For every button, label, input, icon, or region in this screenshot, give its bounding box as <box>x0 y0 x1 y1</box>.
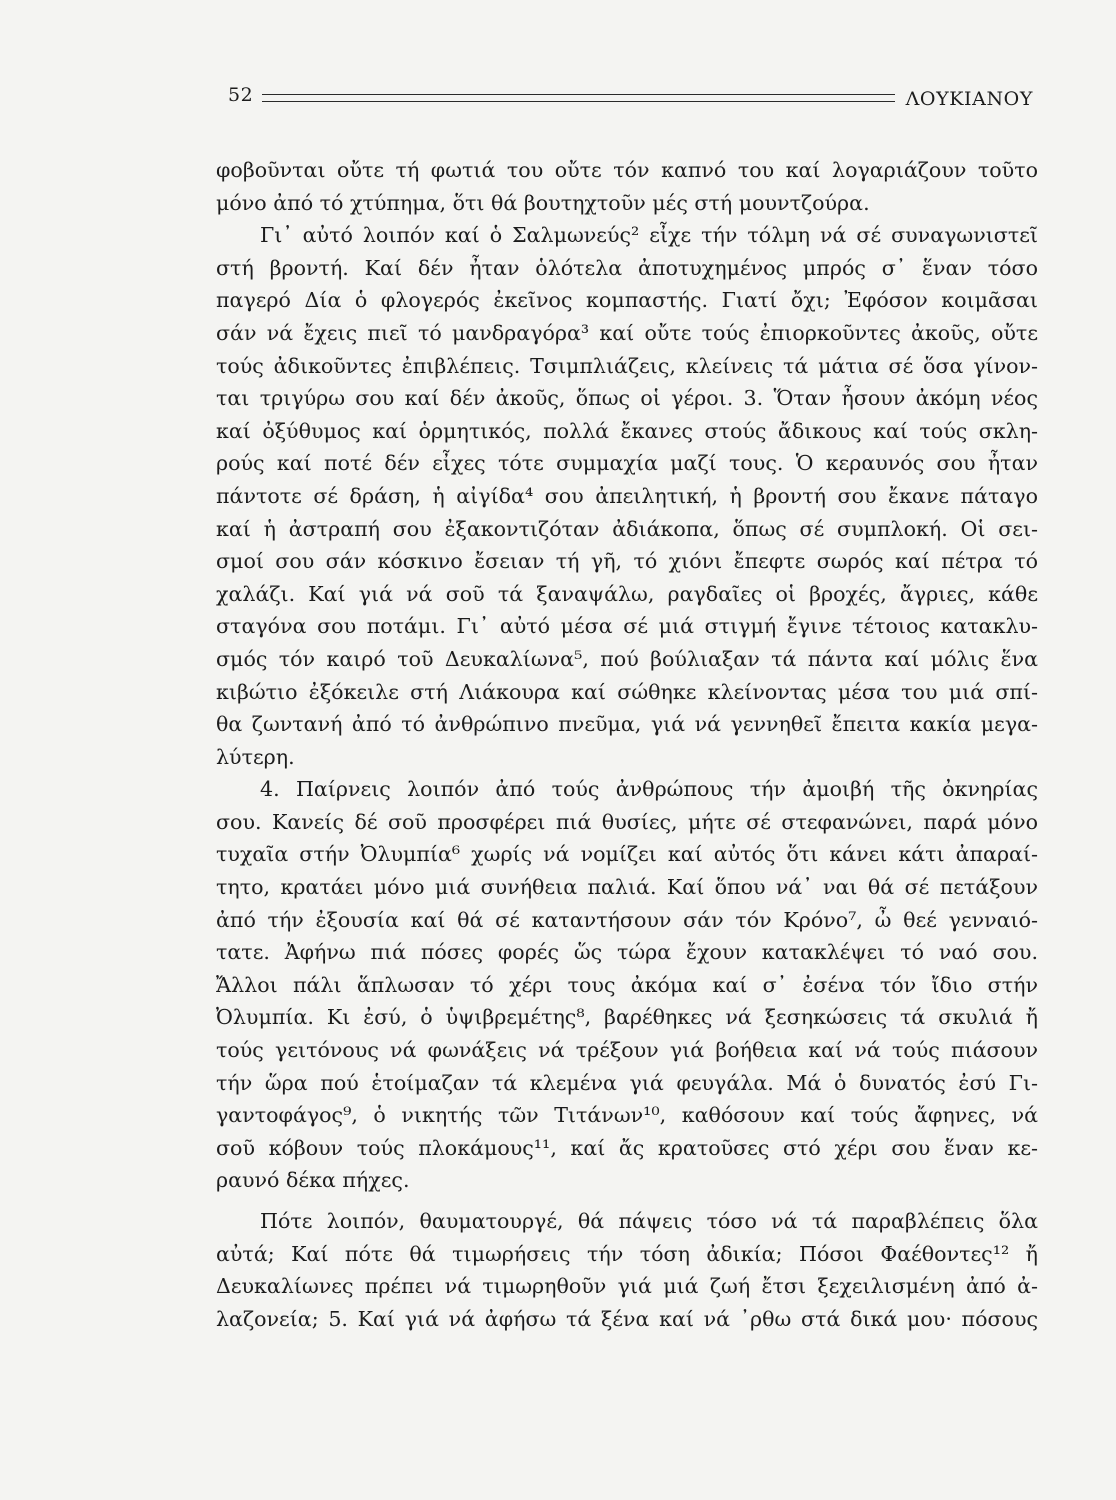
header-double-rule <box>262 94 895 102</box>
text-line: στή βροντή. Καί δέν ἦταν ὁλότελα ἀποτυχημένος μπρός σ᾽ ἕναν τόσο <box>216 255 1038 280</box>
running-head: ΛΟΥΚΙΑΝΟΥ <box>905 88 1033 110</box>
text-line: τατε. Ἀφήνω πιά πόσες φορές ὥς τώρα ἔχουν κατακλέψει τό ναό σου. <box>216 940 1038 965</box>
text-line: θα ζωντανή ἀπό τό ἀνθρώπινο πνεῦμα, γιά νά γεννηθεῖ ἔπειτα κακία μεγα- <box>216 712 1038 737</box>
text-line: τούς ἀδικοῦντες ἐπιβλέπεις. Τσιμπλιάζεις, κλείνεις τά μάτια σέ ὅσα γίνον- <box>216 353 1038 378</box>
text-line: λαζονεία; 5. Καί γιά νά ἀφήσω τά ξένα καί νά ᾽ρθω στά δικά μου· πόσους <box>216 1306 1038 1331</box>
text-line: Πότε λοιπόν, θαυματουργέ, θά πάψεις τόσο νά τά παραβλέπεις ὅλα <box>260 1209 1038 1233</box>
text-line: σου. Κανείς δέ σοῦ προσφέρει πιά θυσίες, μήτε σέ στεφανώνει, παρά μόνο <box>216 809 1038 834</box>
text-line: τούς γειτόνους νά φωνάξεις νά τρέξουν γιά βοήθεια καί νά τούς πιάσουν <box>216 1038 1038 1063</box>
text-line: σταγόνα σου ποτάμι. Γι᾽ αὐτό μέσα σέ μιά στιγμή ἔγινε τέτοιος κατακλυ- <box>216 614 1038 639</box>
text-line: μόνο ἀπό τό χτύπημα, ὅτι θά βουτηχτοῦν μές στή μουντζούρα. <box>216 190 870 215</box>
body-text <box>216 154 1038 1335</box>
text-line: σάν νά ἔχεις πιεῖ τό μανδραγόρα³ καί οὔτε τούς ἐπιορκοῦντες ἀκοῦς, οὔτε <box>216 320 1038 345</box>
text-line: Ἄλλοι πάλι ἅπλωσαν τό χέρι τους ἀκόμα καί σ᾽ ἐσένα τόν ἴδιο στήν <box>216 972 1038 997</box>
text-line: 4. Παίρνεις λοιπόν ἀπό τούς ἀνθρώπους τήν ἀμοιβή τῆς ὀκνηρίας <box>260 777 1038 802</box>
text-line: καί ἡ ἀστραπή σου ἐξακοντιζόταν ἀδιάκοπα, ὅπως σέ συμπλοκή. Οἱ σει- <box>216 516 1038 541</box>
text-line: ρούς καί ποτέ δέν εἶχες τότε συμμαχία μαζί τους. Ὁ κεραυνός σου ἦταν <box>216 451 1038 476</box>
text-line: ται τριγύρω σου καί δέν ἀκοῦς, ὅπως οἱ γέροι. 3. Ὅταν ἦσουν ἀκόμη νέος <box>216 386 1038 411</box>
page-header <box>228 80 1033 120</box>
text-line: τήν ὥρα πού ἑτοίμαζαν τά κλεμένα γιά φευγάλα. Μά ὁ δυνατός ἐσύ Γι- <box>216 1070 1038 1095</box>
text-line: κιβώτιο ἐξόκειλε στή Λιάκουρα καί σώθηκε κλείνοντας μέσα του μιά σπί- <box>216 679 1038 704</box>
page-number: 52 <box>228 84 254 106</box>
text-line: αὐτά; Καί πότε θά τιμωρήσεις τήν τόση ἀδικία; Πόσοι Φαέθοντες¹² ἤ <box>216 1241 1038 1266</box>
text-line: φοβοῦνται οὔτε τή φωτιά του οὔτε τόν καπνό του καί λογαριάζουν τοῦτο <box>216 158 1038 182</box>
text-line: πάντοτε σέ δράση, ἡ αἰγίδα⁴ σου ἀπειλητική, ἡ βροντή σου ἔκανε πάταγο <box>216 483 1038 508</box>
text-line: Δευκαλίωνες πρέπει νά τιμωρηθοῦν γιά μιά ζωή ἔτσι ξεχειλισμένη ἀπό ἀ- <box>216 1274 1038 1299</box>
text-line: Ὀλυμπία. Κι ἐσύ, ὁ ὑψιβρεμέτης⁸, βαρέθηκες νά ξεσηκώσεις τά σκυλιά ἤ <box>216 1005 1038 1030</box>
text-line: σοῦ κόβουν τούς πλοκάμους¹¹, καί ἄς κρατοῦσες στό χέρι σου ἕναν κε- <box>216 1135 1038 1160</box>
text-line: καί ὀξύθυμος καί ὁρμητικός, πολλά ἔκανες στούς ἄδικους καί τούς σκλη- <box>216 418 1038 443</box>
text-line: χαλάζι. Καί γιά νά σοῦ τά ξαναψάλω, ραγδαῖες οἱ βροχές, ἄγριες, κάθε <box>216 581 1038 606</box>
text-line: σμοί σου σάν κόσκινο ἔσειαν τή γῆ, τό χιόνι ἔπεφτε σωρός καί πέτρα τό <box>216 549 1038 574</box>
text-line: τητο, κρατάει μόνο μιά συνήθεια παλιά. Καί ὅπου νά᾽ ναι θά σέ πετάξουν <box>216 875 1038 900</box>
text-line: λύτερη. <box>216 744 295 769</box>
text-line: ραυνό δέκα πήχες. <box>216 1168 410 1193</box>
text-line: ἀπό τήν ἐξουσία καί θά σέ καταντήσουν σάν τόν Κρόνο⁷, ὦ θεέ γενναιό- <box>216 907 1038 932</box>
text-line: σμός τόν καιρό τοῦ Δευκαλίωνα⁵, πού βούλιαξαν τά πάντα καί μόλις ἕνα <box>216 646 1038 671</box>
text-line: παγερό Δία ὁ φλογερός ἐκεῖνος κομπαστής. Γιατί ὄχι; Ἐφόσον κοιμᾶσαι <box>216 288 1038 313</box>
text-line: Γι᾽ αὐτό λοιπόν καί ὁ Σαλμωνεύς² εἶχε τήν τόλμη νά σέ συναγωνιστεῖ <box>260 223 1038 248</box>
text-line: τυχαῖα στήν Ὀλυμπία⁶ χωρίς νά νομίζει καί αὐτός ὅτι κάνει κάτι ἀπαραί- <box>216 842 1038 867</box>
text-line: γαντοφάγος⁹, ὁ νικητής τῶν Τιτάνων¹⁰, καθόσουν καί τούς ἄφηνες, νά <box>216 1103 1038 1128</box>
